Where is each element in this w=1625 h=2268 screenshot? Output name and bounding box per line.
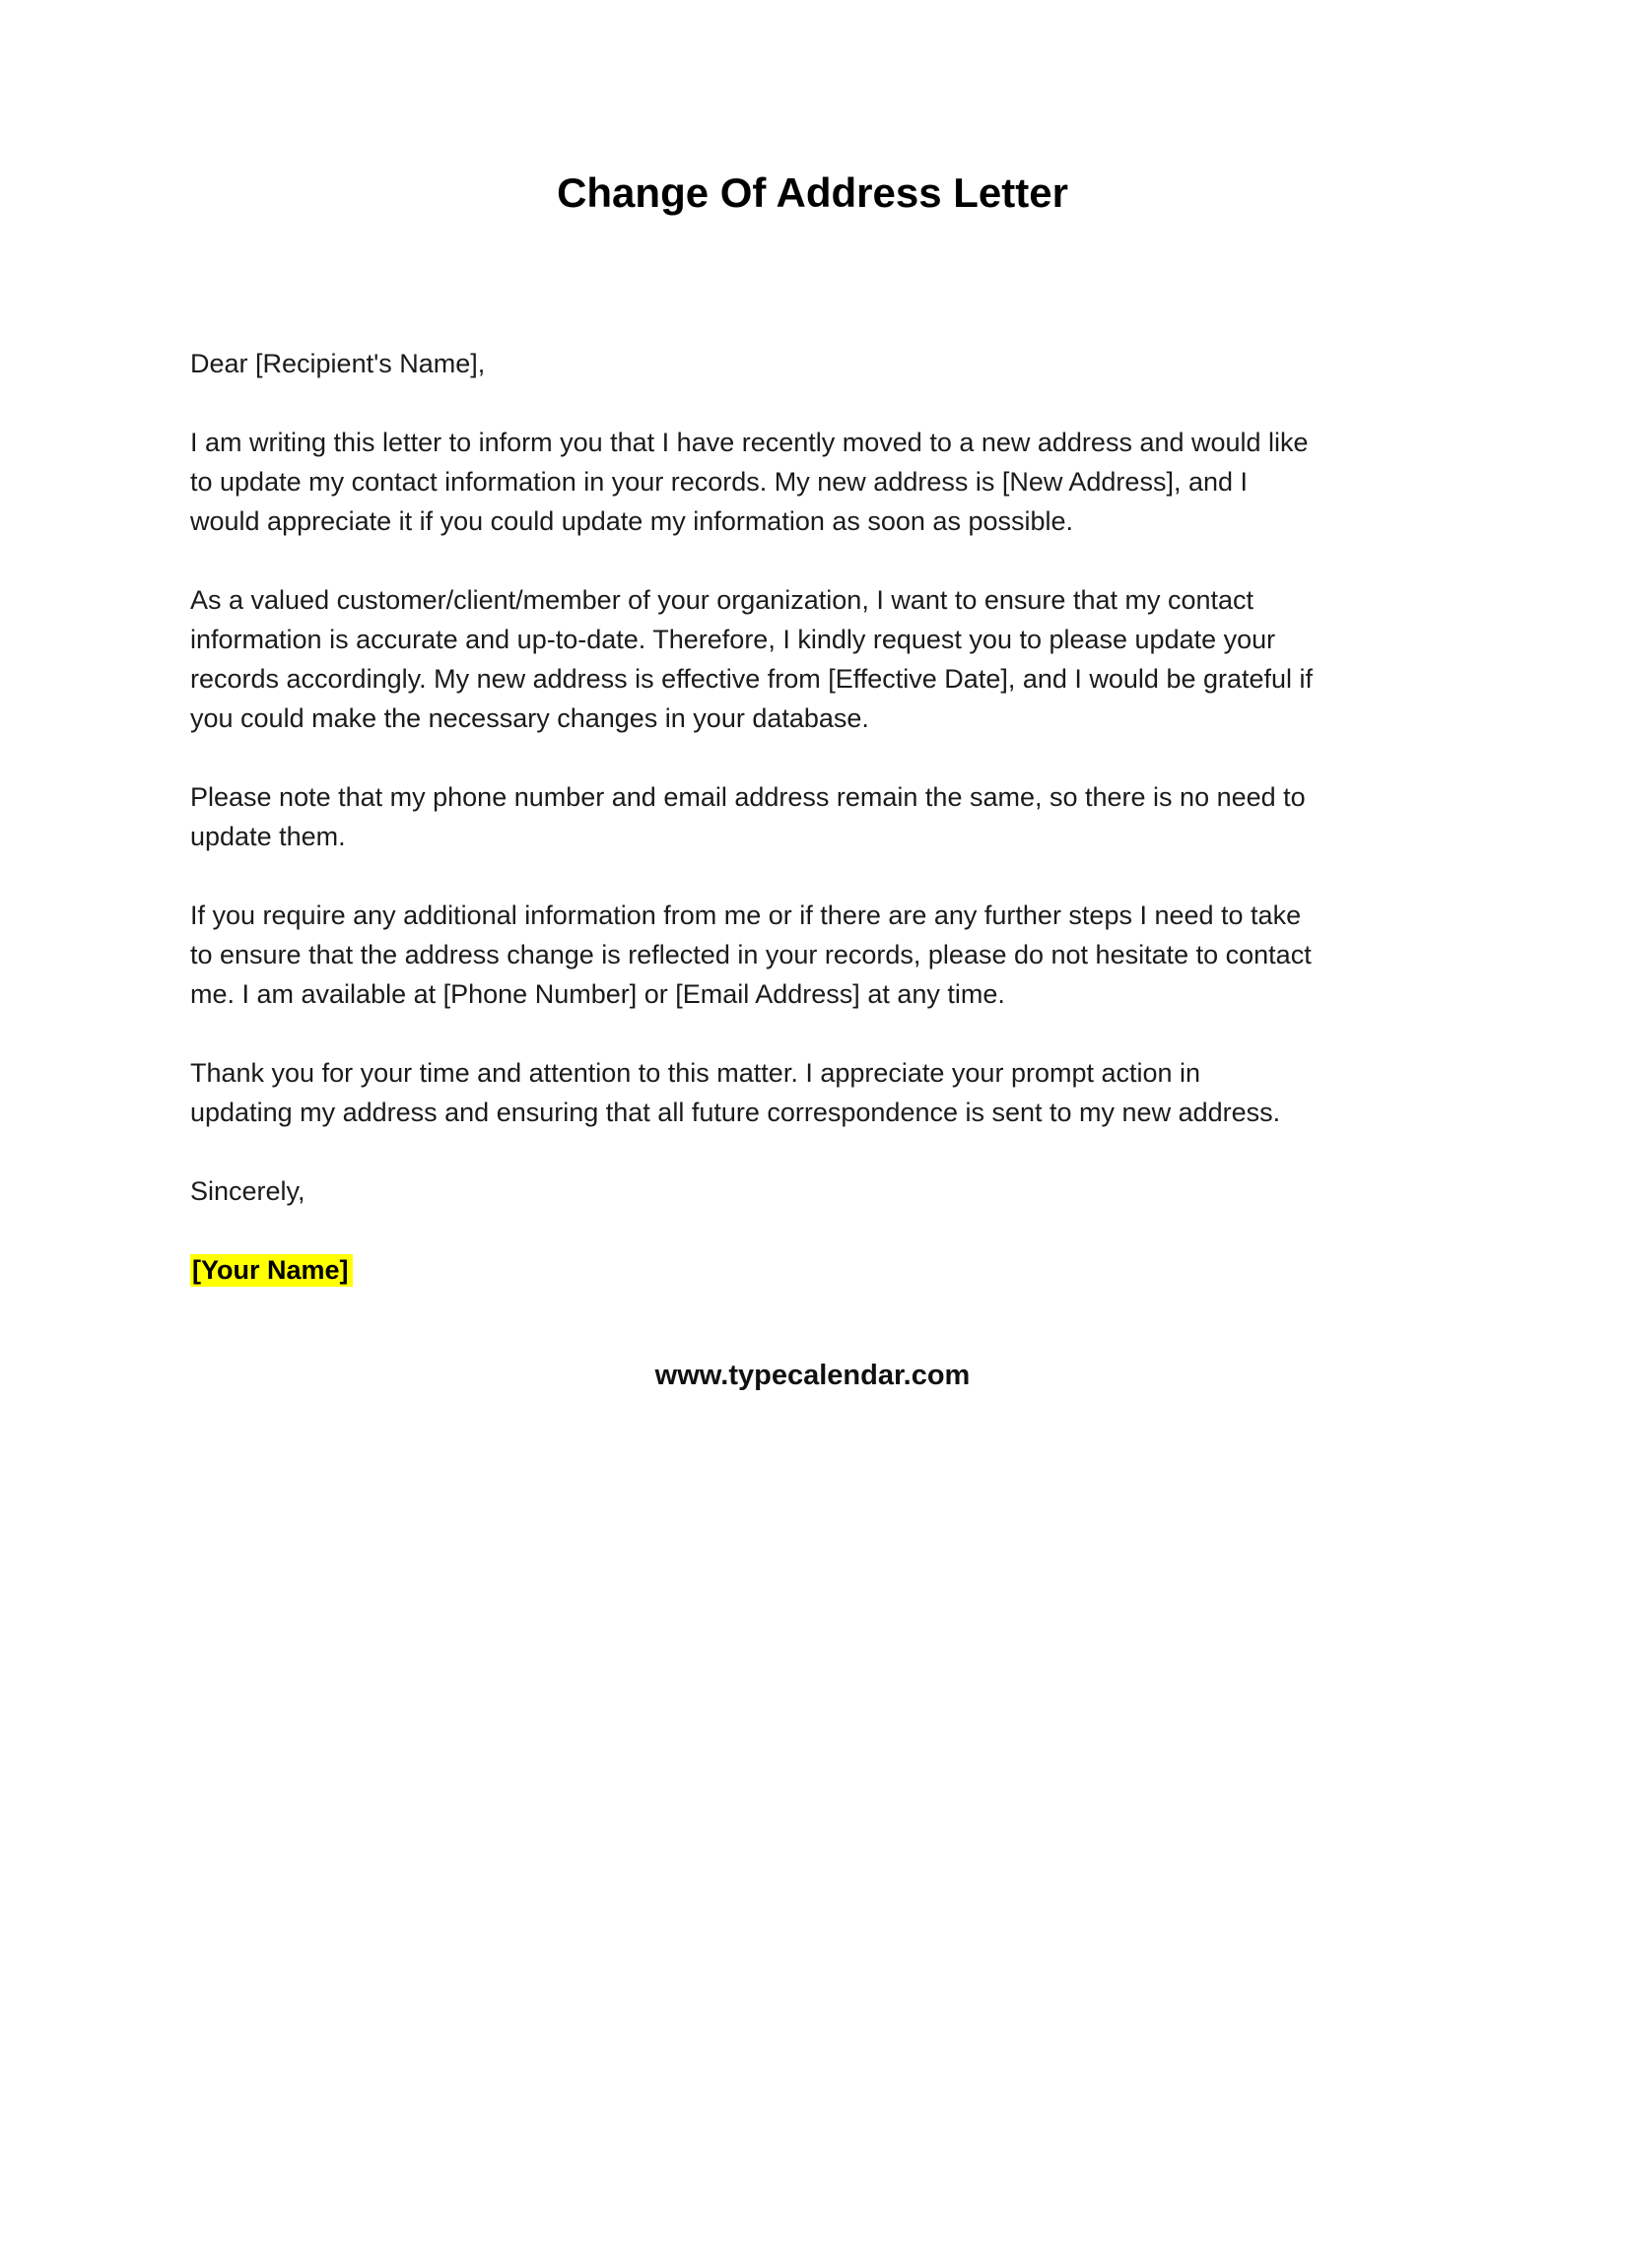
- text-line: Thank you for your time and attention to this matter. I appreciate your prompt action in: [190, 1058, 1201, 1088]
- text-line: updating my address and ensuring that all future correspondence is sent to my new address.: [190, 1098, 1281, 1127]
- text-line: records accordingly. My new address is effective from [Effective Date], and I would be grateful if: [190, 664, 1314, 694]
- paragraph-moved-notice: [190, 423, 1435, 541]
- text-line: Please note that my phone number and email address remain the same, so there is no need to: [190, 782, 1306, 812]
- letter-body: [190, 344, 1435, 1395]
- signature-line: [190, 1250, 1435, 1290]
- text-line: would appreciate it if you could update my information as soon as possible.: [190, 506, 1074, 536]
- text-line: you could make the necessary changes in your database.: [190, 703, 869, 733]
- text-line: update them.: [190, 822, 346, 851]
- paragraph-additional-info: [190, 896, 1435, 1014]
- text-line: information is accurate and up-to-date. Therefore, I kindly request you to please update your: [190, 625, 1276, 654]
- closing: Sincerely,: [190, 1176, 305, 1206]
- text-line: to ensure that the address change is reflected in your records, please do not hesitate to contact: [190, 940, 1312, 969]
- footer-website: www.typecalendar.com: [654, 1360, 971, 1391]
- document-title: Change Of Address Letter: [557, 169, 1068, 216]
- text-line: me. I am available at [Phone Number] or [Email Address] at any time.: [190, 979, 1005, 1009]
- text-line: If you require any additional information from me or if there are any further steps I need to take: [190, 901, 1302, 930]
- document-page: [0, 166, 1625, 2268]
- salutation: Dear [Recipient's Name],: [190, 349, 486, 378]
- paragraph-phone-email-note: [190, 777, 1435, 856]
- paragraph-update-request: [190, 580, 1435, 738]
- text-line: I am writing this letter to inform you that I have recently moved to a new address and would like: [190, 428, 1309, 457]
- signature-placeholder: [Your Name]: [190, 1254, 353, 1287]
- text-line: to update my contact information in your records. My new address is [New Address], and I: [190, 467, 1248, 497]
- text-line: As a valued customer/client/member of your organization, I want to ensure that my contact: [190, 585, 1254, 615]
- paragraph-thank-you: [190, 1053, 1435, 1132]
